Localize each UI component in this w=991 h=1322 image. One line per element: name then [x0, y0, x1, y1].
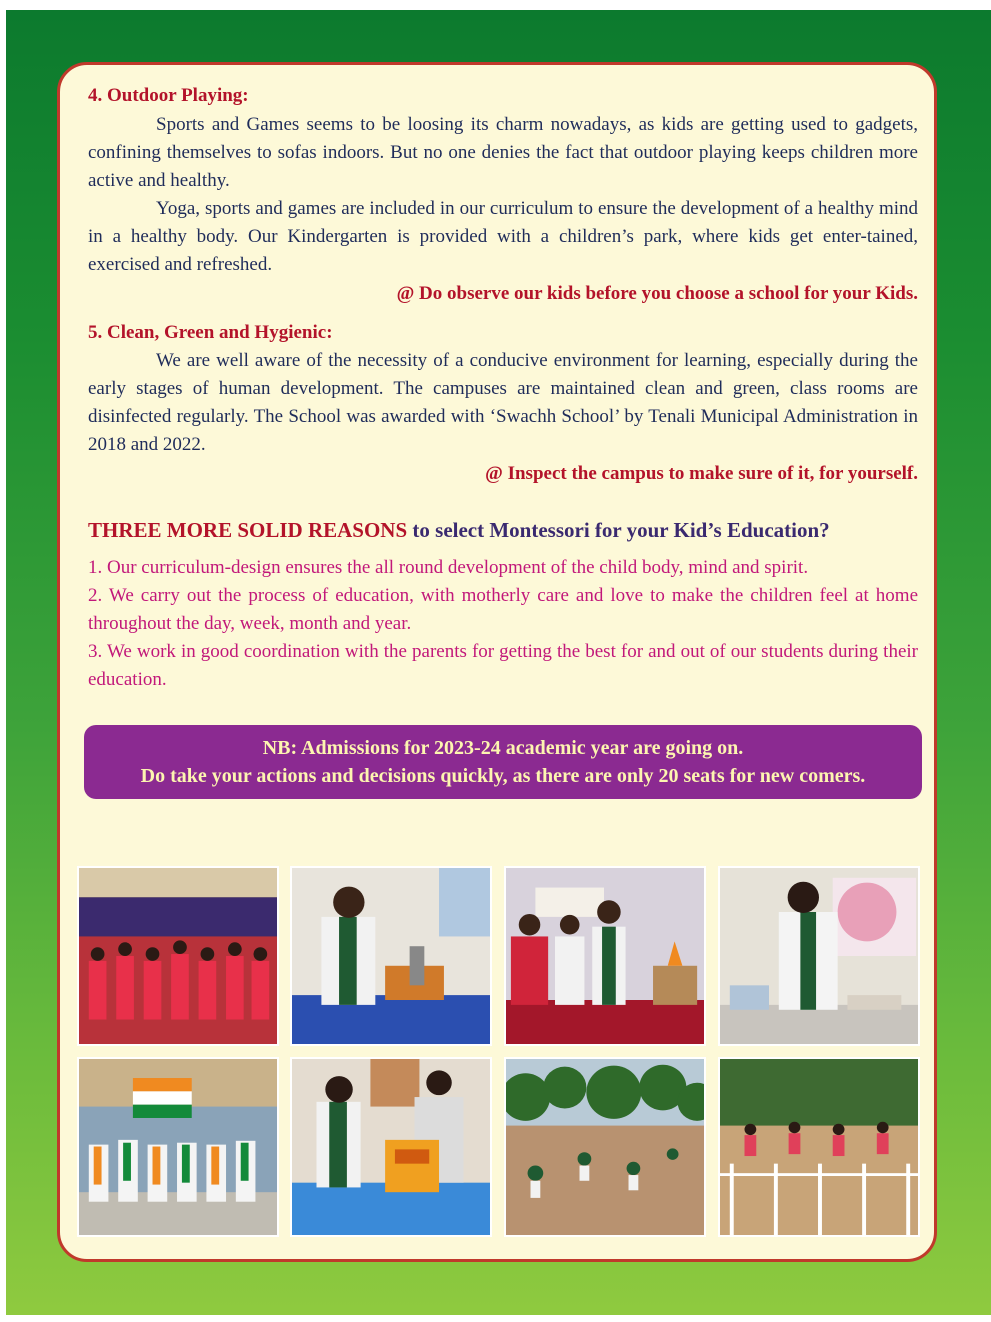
- flag-hoisting-photo: [77, 1057, 279, 1237]
- reason-item: 3. We work in good coordination with the parents for getting the best for and out of our students during their education.: [88, 641, 918, 690]
- running-race-photo: [718, 1057, 920, 1237]
- reasons-title: [88, 516, 830, 544]
- reasons-title-highlight: THREE MORE SOLID REASONS: [88, 518, 408, 542]
- section5-note: @ Inspect the campus to make sure of it, for yourself.: [485, 463, 918, 484]
- section5-heading: 5. Clean, Green and Hygienic:: [88, 322, 333, 343]
- section4-paragraph-1: Sports and Games seems to be loosing its charm nowadays, as kids are getting used to gadgets, confining themselves to sofas indoors. But no one denies the fact that outdoor playing keeps children more active and healthy.: [88, 114, 918, 191]
- section4-heading: 4. Outdoor Playing:: [88, 85, 249, 106]
- photo-gallery: [77, 866, 923, 1242]
- science-exhibition-photo: [504, 866, 706, 1046]
- section4-paragraph-2: Yoga, sports and games are included in our curriculum to ensure the development of a healthy mind in a healthy body. Our Kindergarten is provided with a children’s park, where kids get enter-tained, exercised and refreshed.: [88, 198, 918, 275]
- reason-item: 1. Our curriculum-design ensures the all round development of the child body, mind and spirit.: [88, 557, 809, 578]
- reasons-title-rest: to select Montessori for your Kid’s Education?: [407, 518, 830, 542]
- reason-item: 2. We carry out the process of education, with motherly care and love to make the children feel at home throughout the day, week, month and year.: [88, 585, 918, 634]
- reasons-list: [88, 554, 918, 694]
- admissions-notice: [84, 725, 922, 799]
- student-lab-photo: [718, 866, 920, 1046]
- admissions-notice-line-2: Do take your actions and decisions quickly, as there are only 20 seats for new comers.: [140, 765, 866, 787]
- stage-performance-photo: [77, 866, 279, 1046]
- section4-note: @ Do observe our kids before you choose a school for your Kids.: [396, 283, 918, 304]
- robot-project-photo: [290, 1057, 492, 1237]
- admissions-notice-line-1: NB: Admissions for 2023-24 academic year are going on.: [262, 737, 744, 759]
- student-robotics-photo: [290, 866, 492, 1046]
- playground-games-photo: [504, 1057, 706, 1237]
- section5-paragraph-1: We are well aware of the necessity of a conducive environment for learning, especially during the early stages of human development. The campuses are maintained clean and green, class rooms are disinfected regularly. The School was awarded with ‘Swachh School’ by Tenali Municipal Administration in 2018 and 2022.: [88, 350, 918, 455]
